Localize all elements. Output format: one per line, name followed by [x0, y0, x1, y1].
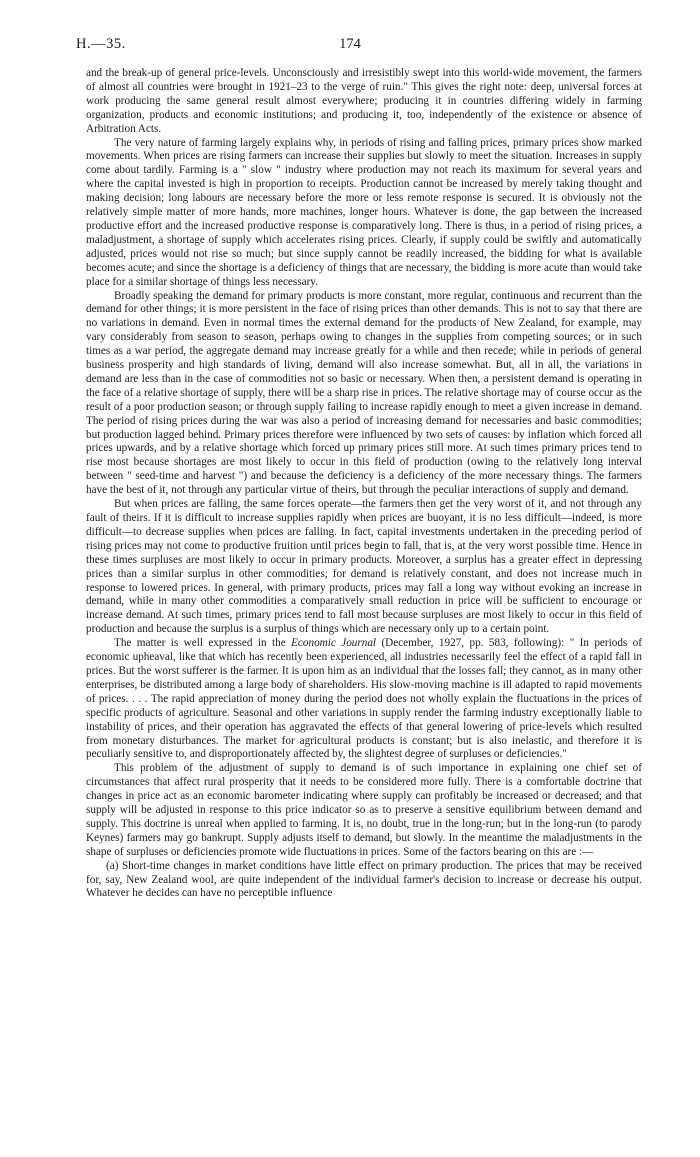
quote-intro: The matter is well expressed in the — [114, 637, 292, 650]
list-item-a: (a) Short-time changes in market conditions have little effect on primary production. The prices that may be received for, say, New Zealand wool, are quite independent of the individual farmer's decision to increase or decrease his output. Whatever he decides can have no perceptible influence — [86, 859, 642, 900]
body-text — [86, 67, 642, 901]
page-header — [0, 36, 700, 56]
page-number: 174 — [339, 36, 361, 52]
journal-title: Economic Journal — [291, 637, 377, 650]
paragraph-demand: Broadly speaking the demand for primary products is more constant, more regular, continuous and recurrent than the demand for other things; it is more persistent in the face of rising prices than other demands. This is not to say that there are no variations in demand. Even in normal times the external demand for the products of New Zealand, for example, may vary considerably from season to season, perhaps owing to changes in the supplies from competing sources; or in such times as a war period, the aggregate demand may increase greatly for a while and then recede; while in periods of general business prosperity and high standards of living, demand will also increase somewhat. But, all in all, the variations in demand are less than in the case of commodities not so basic or necessary. When then, a persistent demand is operating in the face of a relative shortage of supply, there will be a sharp rise in prices. The relative shortage may of course occur as the result of a poor production season; or through supply failing to increase rapidly enough to meet a given increase in demand. The period of rising prices during the war was also a period of increasing demand for necessaries and basic commodities; but production lagged behind. Primary prices therefore were influenced by two sets of causes: by inflation which forced all prices upwards, and by a relative shortage which forced up primary prices still more. At such times primary prices tend to rise most because shortages are most likely to occur in this field of production (owing to the relatively long interval between " seed-time and harvest ") and because the deficiency is a deficiency of the more necessary things. The farmers have the best of it, not through any particular virtue of theirs, but through the peculiar interactions of supply and demand. — [86, 289, 642, 497]
quote-body: (December, 1927, pp. 583, following): " In periods of economic upheaval, like that which has recently been experienced, all industries necessarily feel the effect of a rapid fall in prices. But the worst sufferer is the farmer. It is upon him as an individual that the losses fall; they cannot, as in many other enterprises, be distributed among a large body of shareholders. His slow-moving machine is ill adapted to rapid movements of prices. . . . The rapid appreciation of money during the period does not wholly explain the fluctuations in the prices of specific products of agriculture. Seasonal and other variations in supply render the farming industry exceptionally liable to instability of prices, and their operation has aggravated the effects of that general lowering of price-levels which resulted from monetary disturbances. The market for agricultural products is constant; but is also inelastic, and therefore it is peculiarly sensitive to, and disproportionately affected by, the slightest degree of surpluses or deficiencies." — [86, 637, 643, 761]
paragraph-adjustment-problem: This problem of the adjustment of supply to demand is of such importance in explaining one chief set of circumstances that affect rural prosperity that it needs to be considered more fully. There is a comfortable doctrine that changes in price act as an economic barometer indicating where supply can profitably be increased or decreased; and that supply will be adjusted in response to this price indicator so as to preserve a sensitive equilibrium between demand and supply. This doctrine is unreal when applied to farming. It is, no doubt, true in the long-run; but in the long-run (to parody Keynes) farmers may go bankrupt. Supply adjusts itself to demand, but slowly. In the meantime the maladjustments in the shape of surpluses or deficiencies promote wide fluctuations in prices. Some of the factors bearing on this are :— — [86, 762, 642, 858]
paragraph-falling-prices: But when prices are falling, the same forces operate—the farmers then get the very worst of it, and not through any fault of theirs. If it is difficult to increase supplies rapidly when prices are buoyant, it is no less difficult—indeed, is more difficult—to decrease supplies when prices are falling. In fact, capital investments undertaken in the preceding period of rising prices may not come to productive fruition until prices begin to fall, that is, at the very worst possible time. Hence in these times surpluses are most likely to occur in primary products. Moreover, a surplus has a greater effect in depressing prices than a similar surplus in other commodities; for demand is relatively constant, and does not increase much in response to lowered prices. In general, with primary products, prices may fall a long way without evoking an increase in demand, while in many other commodities a comparatively small reduction in price will be sufficient to encourage or increase demand. At such times, primary prices tend to fall most because surpluses are most likely to occur in this field of production and because the surplus is a surplus of things which are necessary only up to a certain point. — [86, 498, 642, 636]
paragraph-continued: and the break-up of general price-levels. Unconsciously and irresistibly swept into this world-wide movement, the farmers of almost all countries were brought in 1921–23 to the verge of ruin." This gives the right note: deep, universal forces at work producing the same general result almost everywhere; producing it in countries differing widely in farming organization, products and economic institutions; and producing it, too, independently of the existence or absence of Arbitration Acts. — [86, 67, 642, 135]
paragraph-economic-journal — [86, 637, 642, 762]
document-reference: H.—35. — [76, 36, 126, 52]
paragraph-nature-of-farming: The very nature of farming largely explains why, in periods of rising and falling prices, primary prices show marked movements. When prices are rising farmers can increase their supplies but slowly to meet the situation. Increases in supply come about tardily. Farming is a " slow " industry where production may not reach its maximum for several years and where the capital invested is high in proportion to receipts. Production cannot be increased by merely taking thought and making decision; long labours are necessary before the more or less remote response is secured. It is obviously not the relatively simple matter of more hands, more machines, longer hours. Whatever is done, the gap between the increased productive effort and the increased productive response is comparatively long. There is thus, in a period of rising prices, a maladjustment, a shortage of supply which accelerates rising prices. Clearly, if supply could be swiftly and automatically adjusted, prices would not rise so much; but since supply cannot be readily increased, the bidding for what is available becomes acute; and since the shortage is a deficiency of things that are necessary, the bidding is more acute than would take place for a similar shortage of things less necessary. — [86, 136, 642, 288]
